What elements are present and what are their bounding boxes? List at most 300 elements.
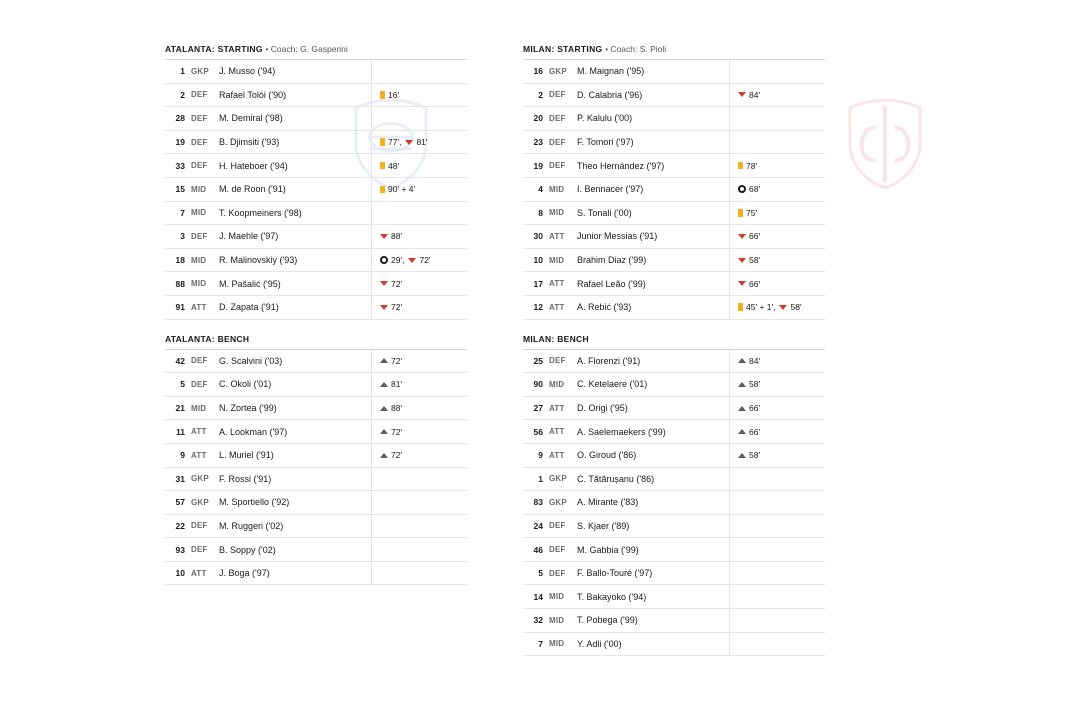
player-info-cell	[523, 272, 730, 295]
player-name[interactable]: Theo Hernández ('97)	[577, 160, 665, 171]
event-minute: 58'	[749, 450, 761, 461]
player-name[interactable]: Rafael Leão ('99)	[577, 278, 646, 289]
player-info-cell	[523, 585, 730, 608]
player-row[interactable]	[523, 397, 825, 421]
player-row[interactable]	[523, 585, 825, 609]
player-row[interactable]	[523, 272, 825, 296]
event-minute: 72'	[391, 278, 403, 289]
player-position: GKP	[191, 497, 209, 507]
event-minute: 81'	[391, 379, 403, 390]
player-events-cell	[372, 60, 467, 83]
substitution-off-icon	[779, 305, 787, 310]
player-position: ATT	[549, 403, 565, 413]
player-name[interactable]: M. de Roon ('91)	[219, 184, 286, 195]
player-events-cell	[372, 350, 467, 373]
player-number: 16	[533, 66, 543, 77]
player-info-cell	[165, 373, 372, 396]
player-events-cell	[730, 468, 825, 491]
player-name[interactable]: M. Maignan ('95)	[577, 66, 645, 77]
player-event	[738, 184, 760, 194]
player-position: DEF	[549, 356, 566, 366]
player-event	[738, 450, 760, 460]
player-position: MID	[191, 184, 207, 194]
player-number: 1	[180, 66, 185, 77]
player-info-cell	[523, 178, 730, 201]
event-minute: 78'	[746, 160, 758, 171]
player-name[interactable]: C. Okoli ('01)	[219, 379, 272, 390]
atalanta-bench-title: ATALANTA: BENCH	[165, 333, 250, 344]
player-position: MID	[549, 255, 565, 265]
player-event	[779, 302, 801, 312]
player-row[interactable]	[523, 468, 825, 492]
substitution-off-icon	[738, 92, 746, 97]
player-row[interactable]	[523, 296, 825, 320]
substitution-off-icon	[738, 258, 746, 263]
player-event	[405, 137, 427, 147]
player-name[interactable]: T. Bakayoko ('94)	[577, 591, 647, 602]
player-events-cell	[372, 296, 467, 319]
substitution-on-icon	[380, 429, 388, 434]
player-events-cell	[730, 107, 825, 130]
event-minute: 72'	[391, 426, 403, 437]
player-row[interactable]	[523, 633, 825, 657]
player-info-cell	[165, 538, 372, 561]
player-number: 2	[538, 89, 543, 100]
player-name[interactable]: M. Gabbia ('99)	[577, 544, 639, 555]
player-row[interactable]	[523, 131, 825, 155]
player-number: 19	[533, 160, 543, 171]
player-number: 32	[533, 615, 543, 626]
player-name[interactable]: C. Tătărușanu ('86)	[577, 473, 655, 484]
player-events-cell	[730, 131, 825, 154]
player-event	[408, 255, 430, 265]
player-info-cell	[165, 202, 372, 225]
player-events-cell	[730, 373, 825, 396]
player-name[interactable]: F. Ballo-Touré ('97)	[577, 568, 653, 579]
player-info-cell	[165, 272, 372, 295]
player-info-cell	[523, 296, 730, 319]
player-name[interactable]: C. Ketelaere ('01)	[577, 379, 648, 390]
player-row[interactable]	[165, 107, 467, 131]
player-position: MID	[549, 639, 565, 649]
event-minute: 66'	[749, 426, 761, 437]
player-name[interactable]: F. Rossi ('91)	[219, 473, 272, 484]
player-name[interactable]: B. Djimsiti ('93)	[219, 137, 280, 148]
player-name[interactable]: Rafael Tolói ('90)	[219, 89, 287, 100]
player-info-cell	[523, 249, 730, 272]
milan-bench-header	[523, 334, 825, 350]
player-name[interactable]: D. Calabria ('96)	[577, 89, 643, 100]
substitution-on-icon	[738, 382, 746, 387]
substitution-off-icon	[380, 281, 388, 286]
event-minute: 81'	[416, 137, 428, 148]
player-number: 30	[533, 231, 543, 242]
player-position: GKP	[549, 66, 567, 76]
substitution-on-icon	[380, 382, 388, 387]
substitution-on-icon	[738, 358, 746, 363]
atalanta-bench-list	[165, 350, 467, 586]
player-info-cell	[165, 468, 372, 491]
player-position: MID	[191, 279, 207, 289]
player-number: 8	[538, 207, 543, 218]
player-row[interactable]	[523, 107, 825, 131]
substitution-off-icon	[380, 305, 388, 310]
player-position: ATT	[549, 231, 565, 241]
player-event	[738, 403, 760, 413]
lineups-columns	[165, 44, 915, 656]
event-minute: 29',	[391, 255, 405, 266]
player-name[interactable]: A. Rebić ('93)	[577, 302, 632, 313]
event-minute: 77',	[388, 137, 402, 148]
player-info-cell	[165, 178, 372, 201]
player-event	[738, 279, 760, 289]
player-events-cell	[372, 202, 467, 225]
substitution-on-icon	[738, 453, 746, 458]
yellow-card-icon	[738, 303, 743, 311]
player-position: DEF	[191, 521, 208, 531]
player-row[interactable]	[523, 350, 825, 374]
player-events-cell	[372, 444, 467, 467]
player-name[interactable]: M. Demiral ('98)	[219, 113, 283, 124]
player-event	[380, 356, 402, 366]
player-name[interactable]: T. Koopmeiners ('98)	[219, 207, 302, 218]
player-number: 21	[175, 403, 185, 414]
player-number: 18	[175, 255, 185, 266]
player-events-cell	[372, 562, 467, 585]
player-name[interactable]: M. Pašalić ('95)	[219, 278, 281, 289]
player-number: 33	[175, 160, 185, 171]
event-minute: 66'	[749, 278, 761, 289]
event-minute: 72'	[391, 450, 403, 461]
player-events-cell	[730, 178, 825, 201]
player-position: DEF	[549, 545, 566, 555]
player-name[interactable]: T. Pobega ('99)	[577, 615, 638, 626]
player-number: 28	[175, 113, 185, 124]
player-row[interactable]	[523, 420, 825, 444]
player-name[interactable]: Y. Adli ('00)	[577, 638, 622, 649]
player-position: DEF	[191, 90, 208, 100]
player-events-cell	[372, 538, 467, 561]
player-name[interactable]: S. Kjaer ('89)	[577, 520, 630, 531]
player-info-cell	[523, 397, 730, 420]
player-row[interactable]	[523, 249, 825, 273]
event-minute: 88'	[391, 231, 403, 242]
player-events-cell	[730, 84, 825, 107]
player-row[interactable]	[165, 515, 467, 539]
atalanta-bench-header	[165, 334, 467, 350]
player-number: 20	[533, 113, 543, 124]
player-row[interactable]	[523, 515, 825, 539]
player-info-cell	[165, 420, 372, 443]
player-number: 3	[180, 231, 185, 242]
player-row[interactable]	[523, 154, 825, 178]
player-info-cell	[523, 154, 730, 177]
player-number: 31	[175, 473, 185, 484]
player-position: DEF	[191, 137, 208, 147]
player-number: 91	[175, 302, 185, 313]
player-row[interactable]	[165, 60, 467, 84]
player-row[interactable]	[165, 178, 467, 202]
player-info-cell	[523, 107, 730, 130]
atalanta-starting-title: ATALANTA: STARTING	[165, 44, 263, 54]
substitution-off-icon	[738, 281, 746, 286]
player-row[interactable]	[165, 468, 467, 492]
player-number: 57	[175, 497, 185, 508]
player-name[interactable]: D. Origi ('95)	[577, 403, 628, 414]
player-number: 7	[538, 638, 543, 649]
player-position: DEF	[191, 379, 208, 389]
player-event	[380, 403, 402, 413]
player-row[interactable]	[165, 225, 467, 249]
player-events-cell	[372, 107, 467, 130]
player-event	[380, 450, 402, 460]
player-info-cell	[523, 491, 730, 514]
yellow-card-icon	[738, 209, 743, 217]
atalanta-starting-header	[165, 44, 467, 60]
yellow-card-icon	[738, 162, 743, 170]
player-position: MID	[549, 592, 565, 602]
substitution-on-icon	[738, 406, 746, 411]
player-number: 22	[175, 520, 185, 531]
player-number: 23	[533, 137, 543, 148]
player-row[interactable]	[523, 84, 825, 108]
player-info-cell	[165, 562, 372, 585]
yellow-card-icon	[380, 138, 385, 146]
player-name[interactable]: I. Bennacer ('97)	[577, 184, 644, 195]
player-number: 5	[180, 379, 185, 390]
player-info-cell	[165, 444, 372, 467]
player-row[interactable]	[523, 609, 825, 633]
player-events-cell	[372, 272, 467, 295]
player-events-cell	[730, 538, 825, 561]
substitution-off-icon	[408, 258, 416, 263]
player-row[interactable]	[165, 538, 467, 562]
player-position: DEF	[191, 356, 208, 366]
player-row[interactable]	[165, 131, 467, 155]
player-name[interactable]: O. Giroud ('86)	[577, 450, 637, 461]
player-name[interactable]: A. Lookman ('97)	[219, 426, 288, 437]
player-event	[380, 379, 402, 389]
player-number: 83	[533, 497, 543, 508]
player-info-cell	[523, 515, 730, 538]
player-name[interactable]: J. Boga ('97)	[219, 568, 270, 579]
player-name[interactable]: S. Tonali ('00)	[577, 207, 632, 218]
player-position: ATT	[549, 302, 565, 312]
player-position: GKP	[191, 66, 209, 76]
player-row[interactable]	[523, 538, 825, 562]
event-minute: 58'	[749, 255, 761, 266]
player-info-cell	[165, 225, 372, 248]
player-position: DEF	[549, 137, 566, 147]
atalanta-coach: • Coach: G. Gasperini	[265, 44, 348, 54]
player-event	[380, 427, 402, 437]
player-row[interactable]	[165, 444, 467, 468]
player-row[interactable]	[165, 154, 467, 178]
player-number: 17	[533, 278, 543, 289]
substitution-off-icon	[738, 234, 746, 239]
player-name[interactable]: H. Hateboer ('94)	[219, 160, 288, 171]
player-events-cell	[730, 60, 825, 83]
player-info-cell	[523, 420, 730, 443]
player-number: 11	[176, 426, 185, 437]
player-event	[738, 161, 757, 171]
player-position: MID	[549, 615, 565, 625]
player-name[interactable]: A. Mirante ('83)	[577, 497, 639, 508]
player-row[interactable]	[523, 491, 825, 515]
player-events-cell	[372, 373, 467, 396]
player-event	[738, 427, 760, 437]
player-event	[738, 379, 760, 389]
player-event	[738, 255, 760, 265]
substitution-on-icon	[380, 453, 388, 458]
player-row[interactable]	[523, 178, 825, 202]
player-event	[380, 184, 415, 194]
player-row[interactable]	[165, 202, 467, 226]
player-events-cell	[730, 515, 825, 538]
player-name[interactable]: M. Sportiello ('92)	[219, 497, 290, 508]
player-name[interactable]: D. Zapata ('91)	[219, 302, 279, 313]
milan-column	[523, 44, 825, 656]
event-minute: 84'	[749, 355, 761, 366]
player-number: 46	[533, 544, 543, 555]
player-row[interactable]	[165, 491, 467, 515]
player-row[interactable]	[523, 562, 825, 586]
player-number: 88	[175, 278, 185, 289]
milan-coach: • Coach: S. Pioli	[605, 44, 667, 54]
player-row[interactable]	[165, 562, 467, 586]
player-info-cell	[165, 515, 372, 538]
player-info-cell	[523, 373, 730, 396]
player-position: DEF	[549, 113, 566, 123]
player-position: MID	[191, 208, 207, 218]
event-minute: 58'	[790, 302, 802, 313]
player-row[interactable]	[523, 373, 825, 397]
player-position: DEF	[191, 545, 208, 555]
player-row[interactable]	[165, 350, 467, 374]
player-position: DEF	[549, 161, 566, 171]
player-info-cell	[523, 60, 730, 83]
player-number: 4	[538, 184, 543, 195]
player-info-cell	[165, 296, 372, 319]
player-position: GKP	[191, 474, 209, 484]
player-name[interactable]: J. Musso ('94)	[219, 66, 276, 77]
player-name[interactable]: M. Ruggeri ('02)	[219, 520, 284, 531]
player-events-cell	[372, 225, 467, 248]
player-name[interactable]: G. Scalvini ('03)	[219, 355, 283, 366]
player-number: 24	[533, 520, 543, 531]
player-name[interactable]: P. Kalulu ('00)	[577, 113, 633, 124]
player-events-cell	[730, 272, 825, 295]
player-info-cell	[523, 633, 730, 656]
player-info-cell	[165, 350, 372, 373]
player-info-cell	[165, 131, 372, 154]
player-info-cell	[165, 397, 372, 420]
yellow-card-icon	[380, 186, 385, 194]
player-info-cell	[165, 107, 372, 130]
player-event	[738, 231, 760, 241]
player-event	[380, 161, 399, 171]
player-row[interactable]	[523, 444, 825, 468]
player-number: 25	[533, 355, 543, 366]
player-row[interactable]	[165, 397, 467, 421]
event-minute: 75'	[746, 207, 758, 218]
player-events-cell	[372, 468, 467, 491]
player-info-cell	[523, 202, 730, 225]
player-number: 2	[180, 89, 185, 100]
player-row[interactable]	[165, 249, 467, 273]
event-minute: 58'	[749, 379, 761, 390]
player-events-cell	[372, 397, 467, 420]
player-number: 27	[533, 403, 543, 414]
milan-bench-title: MILAN: BENCH	[523, 333, 589, 344]
player-row[interactable]	[165, 373, 467, 397]
player-events-cell	[372, 420, 467, 443]
player-info-cell	[523, 225, 730, 248]
player-position: ATT	[191, 568, 207, 578]
event-minute: 72'	[391, 355, 403, 366]
player-row[interactable]	[165, 420, 467, 444]
player-name[interactable]: R. Malinovskiy ('93)	[219, 255, 298, 266]
player-name[interactable]: J. Maehle ('97)	[219, 231, 279, 242]
player-event	[380, 255, 404, 265]
player-events-cell	[730, 296, 825, 319]
player-number: 14	[533, 591, 543, 602]
player-events-cell	[372, 249, 467, 272]
yellow-card-icon	[380, 91, 385, 99]
player-name[interactable]: A. Florenzi ('91)	[577, 355, 641, 366]
player-info-cell	[523, 538, 730, 561]
player-name[interactable]: N. Zortea ('99)	[219, 403, 277, 414]
player-position: MID	[549, 208, 565, 218]
player-number: 19	[175, 137, 185, 148]
player-position: MID	[549, 379, 565, 389]
substitution-on-icon	[380, 358, 388, 363]
player-event	[738, 90, 760, 100]
player-row[interactable]	[165, 84, 467, 108]
player-events-cell	[372, 178, 467, 201]
player-row[interactable]	[165, 296, 467, 320]
yellow-card-icon	[380, 162, 385, 170]
player-position: GKP	[549, 474, 567, 484]
player-name[interactable]: F. Tomori ('97)	[577, 137, 634, 148]
player-event	[380, 137, 401, 147]
event-minute: 84'	[749, 89, 761, 100]
player-name[interactable]: A. Saelemaekers ('99)	[577, 426, 666, 437]
player-name[interactable]: Brahim Diaz ('99)	[577, 255, 647, 266]
player-events-cell	[372, 491, 467, 514]
player-row[interactable]	[165, 272, 467, 296]
player-position: MID	[549, 184, 565, 194]
player-name[interactable]: L. Muriel ('91)	[219, 450, 274, 461]
player-name[interactable]: Junior Messias ('91)	[577, 231, 658, 242]
player-info-cell	[165, 491, 372, 514]
player-position: ATT	[549, 450, 565, 460]
player-events-cell	[730, 562, 825, 585]
atalanta-starting-list	[165, 60, 467, 320]
player-number: 9	[180, 450, 185, 461]
player-event	[380, 231, 402, 241]
player-position: ATT	[191, 450, 207, 460]
player-events-cell	[730, 444, 825, 467]
player-name[interactable]: B. Soppy ('02)	[219, 544, 276, 555]
player-number: 12	[533, 302, 543, 313]
player-event	[738, 208, 757, 218]
milan-starting-list	[523, 60, 825, 320]
player-row[interactable]	[523, 225, 825, 249]
player-row[interactable]	[523, 60, 825, 84]
player-row[interactable]	[523, 202, 825, 226]
event-minute: 16'	[388, 89, 400, 100]
